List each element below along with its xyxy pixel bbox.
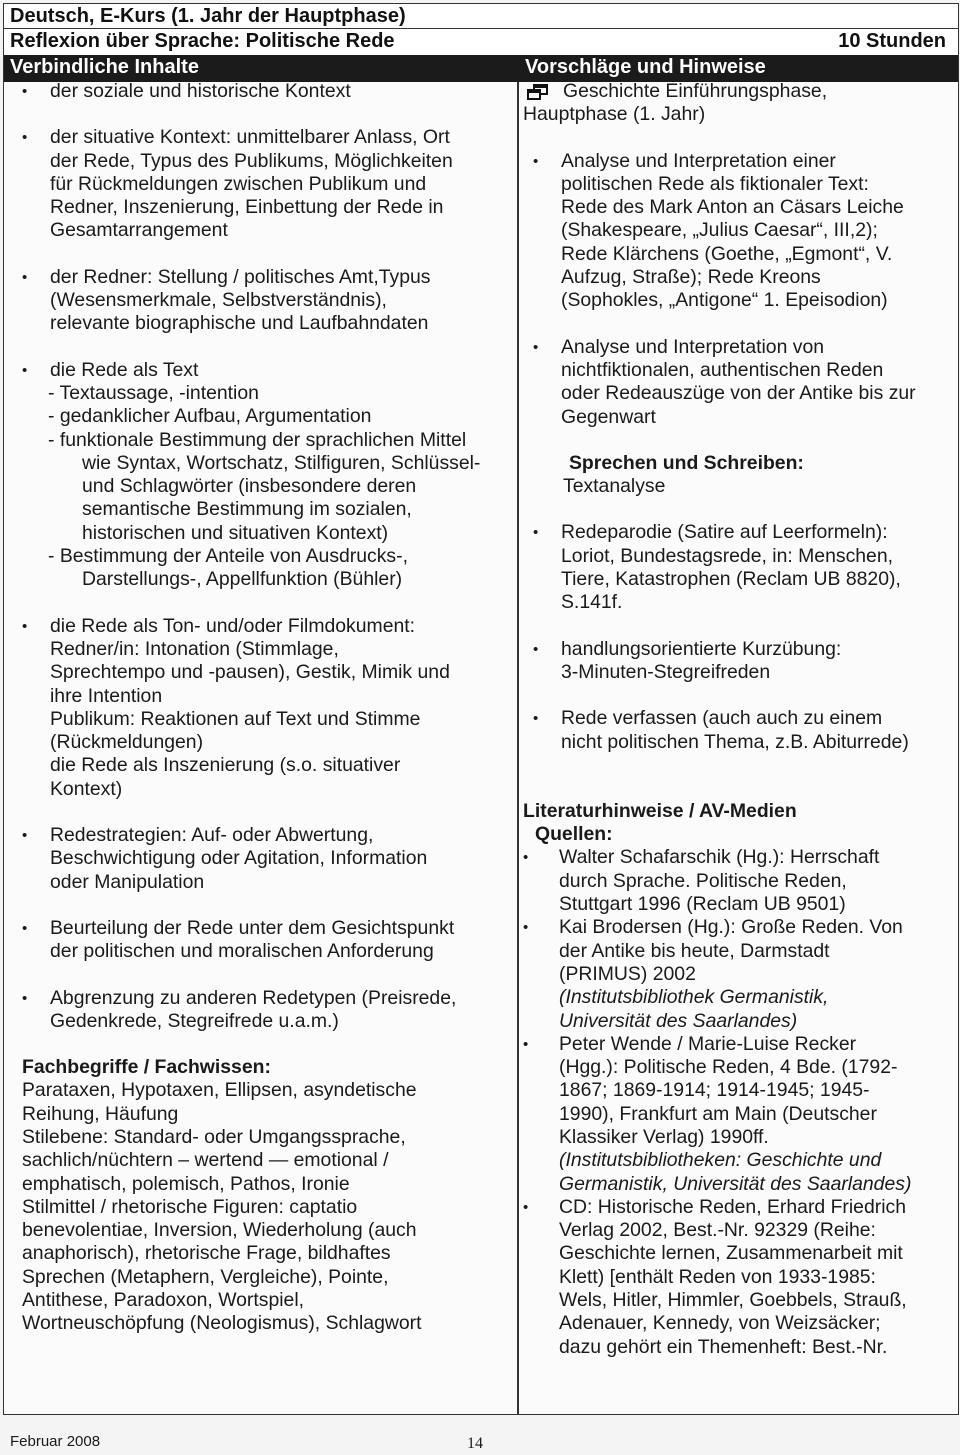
source-item	[523, 1033, 955, 1196]
content-item	[22, 80, 510, 103]
text-item-title: • die Rede als Text	[50, 358, 199, 381]
suggestion-item-line: • Analyse und Interpretation einer	[561, 149, 836, 172]
fachbegriffe-line: anaphorisch), rhetorische Frage, bildhaftes	[22, 1242, 391, 1265]
source-note-line: (Institutsbibliotheken: Geschichte und	[559, 1149, 882, 1172]
content-item-line: Redner, Inszenierung, Einbettung der Rede in	[50, 196, 444, 219]
suggestion-item	[533, 336, 955, 429]
suggestion-item-line: • Analyse und Interpretation von	[561, 335, 825, 358]
suggestion-item	[533, 150, 955, 313]
fachbegriffe-heading: Fachbegriffe / Fachwissen:	[22, 1056, 271, 1079]
source-item	[523, 916, 955, 1032]
suggestion-item-line: politischen Rede als fiktionaler Text:	[561, 172, 869, 195]
sprechen-sub: Textanalyse	[563, 475, 666, 498]
suggestion-item-line: Tiere, Katastrophen (Reclam UB 8820),	[561, 568, 901, 591]
topic-title: Reflexion über Sprache: Politische Rede	[10, 30, 395, 52]
course-title: Deutsch, E-Kurs (1. Jahr der Hauptphase)	[10, 5, 406, 27]
column-divider	[517, 82, 519, 1414]
suggestion-item-line: nicht politischen Thema, z.B. Abiturrede)	[561, 730, 909, 753]
suggestion-item-line: (Sophokles, „Antigone“ 1. Epeisodion)	[561, 289, 888, 312]
suggestion-item-line: nichtfiktionalen, authentischen Reden	[561, 358, 884, 381]
suggestion-item-line: Rede des Mark Anton an Cäsars Leiche	[561, 196, 904, 219]
content-item-line: (Rückmeldungen)	[50, 731, 204, 754]
content-item	[22, 266, 510, 336]
text-aspect-line: Darstellungs-, Appellfunktion (Bühler)	[82, 568, 403, 591]
content-item	[22, 917, 510, 964]
content-item-line: Redner/in: Intonation (Stimmlage,	[50, 637, 339, 660]
fachbegriffe-line: Wortneuschöpfung (Neologismus), Schlagwort	[22, 1312, 422, 1335]
source-line: Klassiker Verlag) 1990ff.	[559, 1125, 769, 1148]
text-aspect-line: historischen und situativen Kontext)	[82, 521, 389, 544]
right-column-heading: Vorschläge und Hinweise	[525, 56, 766, 78]
fachbegriffe-line: Antithese, Paradoxon, Wortspiel,	[22, 1289, 305, 1312]
linked-windows-icon	[527, 84, 549, 100]
source-line: 1990), Frankfurt am Main (Deutscher	[559, 1102, 877, 1125]
text-aspect	[34, 429, 510, 545]
link-line: Geschichte Einführungsphase,	[563, 80, 828, 102]
suggestion-item-line: Aufzug, Straße); Rede Kreons	[561, 266, 821, 289]
text-aspect	[34, 382, 510, 405]
content-item-line: • der situative Kontext: unmittelbarer Anlass, Ort	[50, 126, 450, 149]
suggestion-item-line: 3-Minuten-Stegreifreden	[561, 660, 771, 683]
text-aspect	[34, 405, 510, 428]
source-line: durch Sprache. Politische Reden,	[559, 869, 847, 892]
mandatory-content-column	[22, 80, 510, 1336]
source-line: (Hgg.): Politische Reden, 4 Bde. (1792-	[559, 1056, 898, 1079]
fachbegriffe-line: Stilebene: Standard- oder Umgangssprache,	[22, 1125, 406, 1148]
footer-date: Februar 2008	[10, 1433, 101, 1450]
text-item	[22, 359, 510, 592]
suggestion-item	[533, 638, 955, 685]
suggestion-item-line: Loriot, Bundestagsrede, in: Menschen,	[561, 544, 893, 567]
source-line: (PRIMUS) 2002	[559, 962, 696, 985]
source-note-line: Germanistik, Universität des Saarlandes)	[559, 1172, 912, 1195]
fachbegriffe-line: Parataxen, Hypotaxen, Ellipsen, asyndetische	[22, 1079, 417, 1102]
content-item-line: Gedenkrede, Stegreifrede u.a.m.)	[50, 1009, 339, 1032]
source-line: Wels, Hitler, Himmler, Goebbels, Strauß,	[559, 1289, 907, 1312]
source-line: • Walter Schafarschik (Hg.): Herrschaft	[559, 846, 880, 869]
sprechen-heading: Sprechen und Schreiben:	[569, 451, 804, 474]
content-item-line: • die Rede als Ton- und/oder Filmdokument:	[50, 614, 416, 637]
content-item-line: ihre Intention	[50, 684, 163, 707]
suggestion-item-line: Rede Klärchens (Goethe, „Egmont“, V.	[561, 242, 893, 265]
fachbegriffe-line: benevolentiae, Inversion, Wiederholung (auch	[22, 1219, 417, 1242]
sources-heading: Quellen:	[535, 823, 613, 846]
source-line: Verlag 2002, Best.-Nr. 92329 (Reihe:	[559, 1219, 876, 1242]
header-course-row	[4, 4, 958, 29]
text-aspect-line: - gedanklicher Aufbau, Argumentation	[48, 405, 372, 428]
content-item-line: für Rückmeldungen zwischen Publikum und	[50, 172, 427, 195]
content-item-line: (Wesensmerkmale, Selbstverständnis),	[50, 289, 387, 312]
text-aspect-line: - Bestimmung der Anteile von Ausdrucks-,	[48, 545, 408, 568]
source-item	[523, 1196, 955, 1359]
content-item	[22, 987, 510, 1034]
content-item-line: • Redestrategien: Auf- oder Abwertung,	[50, 824, 374, 847]
source-line: • Kai Brodersen (Hg.): Große Reden. Von	[559, 916, 903, 939]
content-item-line: Sprechtempo und -pausen), Gestik, Mimik und	[50, 661, 450, 684]
suggestion-item-line: Gegenwart	[561, 405, 656, 428]
fachbegriffe-line: Sprechen (Metaphern, Vergleiche), Pointe,	[22, 1265, 389, 1288]
source-line: Geschichte lernen, Zusammenarbeit mit	[559, 1242, 903, 1265]
content-item-line: oder Manipulation	[50, 870, 205, 893]
content-item-line: die Rede als Inszenierung (s.o. situativer	[50, 754, 401, 777]
content-item-line: der Rede, Typus des Publikums, Möglichkeiten	[50, 149, 453, 172]
text-aspect-line: - Textaussage, -intention	[48, 381, 259, 404]
source-line: dazu gehört ein Themenheft: Best.-Nr.	[559, 1335, 888, 1358]
content-item	[22, 615, 510, 801]
left-column-heading: Verbindliche Inhalte	[10, 56, 199, 78]
source-line: Klett) [enthält Reden von 1933-1985:	[559, 1265, 876, 1288]
source-line: • Peter Wende / Marie-Luise Recker	[559, 1032, 857, 1055]
content-item-line: Kontext)	[50, 777, 123, 800]
suggestion-item-line: (Shakespeare, „Julius Caesar“, III,2);	[561, 219, 878, 242]
header-topic-row	[4, 29, 958, 55]
suggestions-column	[523, 80, 955, 1359]
suggestion-item-line: • handlungsorientierte Kurzübung:	[561, 637, 842, 660]
fachbegriffe-line: Stilmittel / rhetorische Figuren: captatio	[22, 1195, 358, 1218]
source-line: 1867; 1869-1914; 1914-1945; 1945-	[559, 1079, 870, 1102]
page-number: 14	[467, 1435, 483, 1452]
source-item	[523, 846, 955, 916]
suggestion-item-line: • Redeparodie (Satire auf Leerformeln):	[561, 521, 888, 544]
content-item-line: Beschwichtigung oder Agitation, Information	[50, 847, 428, 870]
content-item-line: • der soziale und historische Kontext	[50, 80, 351, 102]
source-note-line: (Institutsbibliothek Germanistik,	[559, 986, 829, 1009]
text-aspect-line: und Schlagwörter (insbesondere deren	[82, 475, 417, 498]
suggestion-item-line: S.141f.	[561, 591, 623, 614]
content-item-line: relevante biographische und Laufbahndaten	[50, 312, 429, 335]
content-item-line: • der Redner: Stellung / politisches Amt,Typus	[50, 265, 431, 288]
duration: 10 Stunden	[838, 30, 946, 52]
source-line: • CD: Historische Reden, Erhard Friedrich	[559, 1195, 906, 1218]
column-headings-row	[4, 55, 958, 82]
fachbegriffe-line: emphatisch, polemisch, Pathos, Ironie	[22, 1172, 350, 1195]
source-line: der Antike bis heute, Darmstadt	[559, 939, 830, 962]
text-aspect-line: wie Syntax, Wortschatz, Stilfiguren, Schlüssel-	[82, 451, 481, 474]
suggestion-item	[533, 521, 955, 614]
content-item-line: • Beurteilung der Rede unter dem Gesichtspunkt	[50, 916, 455, 939]
link-note	[523, 80, 955, 127]
source-note-line: Universität des Saarlandes)	[559, 1009, 798, 1032]
text-aspect-line: - funktionale Bestimmung der sprachlichen Mittel	[48, 428, 467, 451]
literature-heading: Literaturhinweise / AV-Medien	[523, 799, 797, 822]
suggestion-item-line: oder Redeauszüge von der Antike bis zur	[561, 382, 916, 405]
content-item-line: Gesamtarrangement	[50, 219, 228, 242]
content-item-line: • Abgrenzung zu anderen Redetypen (Preisrede,	[50, 986, 457, 1009]
content-item-line: der politischen und moralischen Anforderung	[50, 940, 434, 963]
text-aspect	[34, 545, 510, 592]
fachbegriffe-line: sachlich/nüchtern – wertend — emotional /	[22, 1149, 389, 1172]
fachbegriffe-line: Reihung, Häufung	[22, 1102, 179, 1125]
content-item-line: Publikum: Reaktionen auf Text und Stimme	[50, 707, 421, 730]
text-aspect-line: semantische Bestimmung im sozialen,	[82, 498, 412, 521]
content-item	[22, 126, 510, 242]
source-line: Stuttgart 1996 (Reclam UB 9501)	[559, 893, 846, 916]
link-line: Hauptphase (1. Jahr)	[523, 103, 706, 126]
suggestion-item-line: • Rede verfassen (auch auch zu einem	[561, 707, 883, 730]
content-item	[22, 824, 510, 894]
suggestion-item	[533, 707, 955, 754]
source-line: Adenauer, Kennedy, von Weizsäcker;	[559, 1312, 881, 1335]
